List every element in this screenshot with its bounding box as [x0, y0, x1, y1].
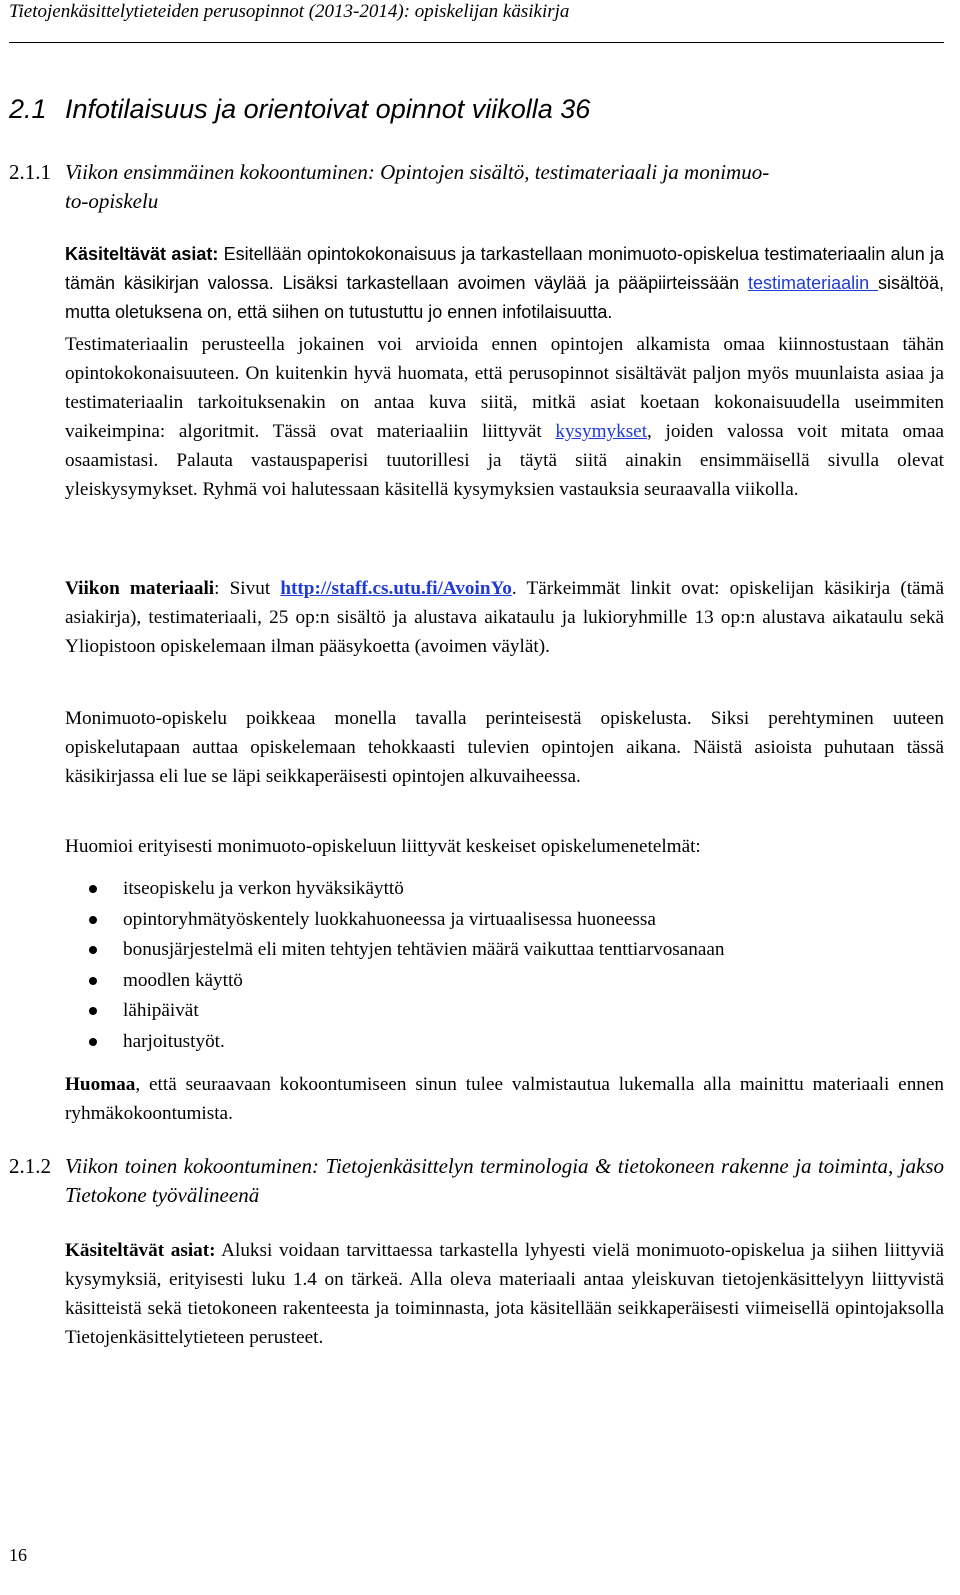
section-title: Infotilaisuus ja orientoivat opinnot viikolla 36	[65, 94, 591, 124]
paragraph-text: Huomioi erityisesti monimuoto-opiskeluun liittyvät keskeiset opiskelumenetelmät:	[65, 836, 701, 857]
paragraph-label: Käsiteltävät asiat:	[65, 244, 219, 264]
kysymykset-link[interactable]: kysymykset	[555, 421, 648, 442]
paragraph-label: Huomaa	[65, 1074, 136, 1095]
list-item-text: moodlen käyttö	[123, 969, 243, 991]
paragraph-text: sisältöä, mutta oletuksena on, että siihen on tutustuttu jo ennen infotilaisuutta.	[65, 273, 945, 322]
subsection-heading-2	[9, 1152, 944, 1210]
list-item-text: lähipäivät	[123, 1000, 199, 1021]
paragraph-label: Viikon materiaali	[65, 578, 215, 599]
testimateriaali-link[interactable]: testimateriaalin	[748, 273, 878, 293]
paragraph-kasiteltavat-2	[65, 1236, 944, 1352]
section-number: 2.1	[9, 94, 47, 124]
list-item	[65, 1027, 944, 1058]
list-item-text: opintoryhmätyöskentely luokkahuoneessa ja virtuaalisessa huoneessa	[123, 908, 656, 930]
list-item	[65, 996, 944, 1027]
paragraph-text: Esitellään opintokokonaisuus ja tarkastellaan monimuoto-opiskelua testimateriaalin alun ja tämän käsikirjan valossa. Lisäksi tarkastellaan avoimen väylää ja pääpiirteissään	[65, 244, 944, 293]
subsection-number-2: 2.1.2	[9, 1154, 51, 1178]
running-header	[9, 0, 944, 43]
list-item-text: itseopiskelu ja verkon hyväksikäyttö	[123, 878, 404, 899]
paragraph-testimateriaali	[65, 330, 944, 504]
avoinyo-link[interactable]: http://staff.cs.utu.fi/AvoinYo	[280, 578, 512, 599]
paragraph-text: , joiden valossa voit mitata omaa osaamistasi. Palauta vastauspaperisi tuutorillesi ja täytä siitä ainakin ensimmäisellä sivulla olevat yleiskysymykset. Ryhmä voi halutessaan käsitellä kysymyksien vastauksia seuraavalla viikolla.	[65, 421, 944, 500]
bullet-icon	[89, 1007, 97, 1015]
page-number: 16	[9, 1545, 27, 1565]
list-item	[65, 874, 944, 905]
paragraph-text: , että seuraavaan kokoontumiseen sinun tulee valmistautua lukemalla alla mainittu materiaali ennen ryhmäkokoontumista.	[65, 1074, 944, 1124]
subsection-heading-1	[9, 158, 944, 216]
bullet-icon	[89, 885, 97, 893]
paragraph-text: : Sivut	[214, 578, 281, 599]
paragraph-kasiteltavat-1	[65, 240, 944, 327]
paragraph-text: Testimateriaalin perusteella jokainen voi arvioida ennen opintojen alkamista omaa kiinnostustaan tähän opintokokonaisuuteen. On kuitenkin hyvä huomata, että perusopinnot sisältävät paljon myös muunlaista asiaa ja testimateriaalin tarkoituksenakin on antaa kuva siitä, mitkä asiat koetaan kokonaisuudella useimmiten vaikeimpina: algoritmit. Tässä ovat materiaaliin liittyvät	[65, 334, 944, 442]
bullet-icon	[89, 977, 97, 985]
list-item-text: bonusjärjestelmä eli miten tehtyjen tehtävien määrä vaikuttaa tenttiarvosanaan	[123, 939, 725, 960]
paragraph-monimuoto	[65, 704, 944, 791]
bullet-icon	[89, 1038, 97, 1046]
bullet-icon	[89, 916, 97, 924]
paragraph-text: . Tärkeimmät linkit ovat: opiskelijan käsikirja (tämä asiakirja), testimateriaali, 25 op:n sisältö ja alustava aikataulu ja lukioryhmille 13 op:n alustava aikataulu sekä Yliopistoon opiskelemaan ilman pääsykoetta (avoimen väylät).	[65, 578, 944, 657]
subsection-title-2: Viikon toinen kokoontuminen: Tietojenkäsittelyn terminologia & tietokoneen rakenne ja toiminta, jakso Tietokone työvälineenä	[65, 1154, 944, 1207]
subsection-number-1: 2.1.1	[9, 160, 51, 184]
bullet-icon	[89, 946, 97, 954]
paragraph-huomaa	[65, 1070, 944, 1128]
list-item	[65, 905, 944, 936]
list-item-text: harjoitustyöt.	[123, 1030, 225, 1052]
paragraph-huomioi	[65, 832, 944, 861]
running-header-text: Tietojenkäsittelytieteiden perusopinnot (2013-2014): opiskelijan käsikirja	[9, 1, 570, 22]
section-heading	[9, 92, 590, 126]
paragraph-viikon-materiaali	[65, 574, 944, 661]
list-item	[65, 966, 944, 997]
subsection-title-1-line2: to-opiskelu	[65, 189, 159, 213]
paragraph-text: Monimuoto-opiskelu poikkeaa monella tavalla perinteisestä opiskelusta. Siksi perehtyminen uuteen opiskelutapaan auttaa opiskelemaan tehokkaasti tulevien opintojen aikana. Näistä asioista puhutaan tässä käsikirjassa eli lue se läpi seikkaperäisesti opintojen alkuvaiheessa.	[65, 708, 944, 787]
list-item	[65, 935, 944, 966]
study-methods-list	[65, 874, 944, 1057]
paragraph-text: Aluksi voidaan tarvittaessa tarkastella lyhyesti vielä monimuoto-opiskelua ja siihen liittyviä kysymyksiä, erityisesti luku 1.4 on tärkeä. Alla oleva materiaali antaa yleiskuvan tietojenkäsittelyyn liittyvistä käsitteistä sekä tietokoneen rakenteesta ja toiminnasta, jota käsitellään seikkaperäisesti viimeisellä opintojaksolla Tietojenkäsittelytieteen perusteet.	[65, 1240, 944, 1348]
subsection-title-1-line1: Viikon ensimmäinen kokoontuminen: Opintojen sisältö, testimateriaali ja monimuo-	[65, 160, 770, 184]
paragraph-label: Käsiteltävät asiat:	[65, 1240, 216, 1261]
